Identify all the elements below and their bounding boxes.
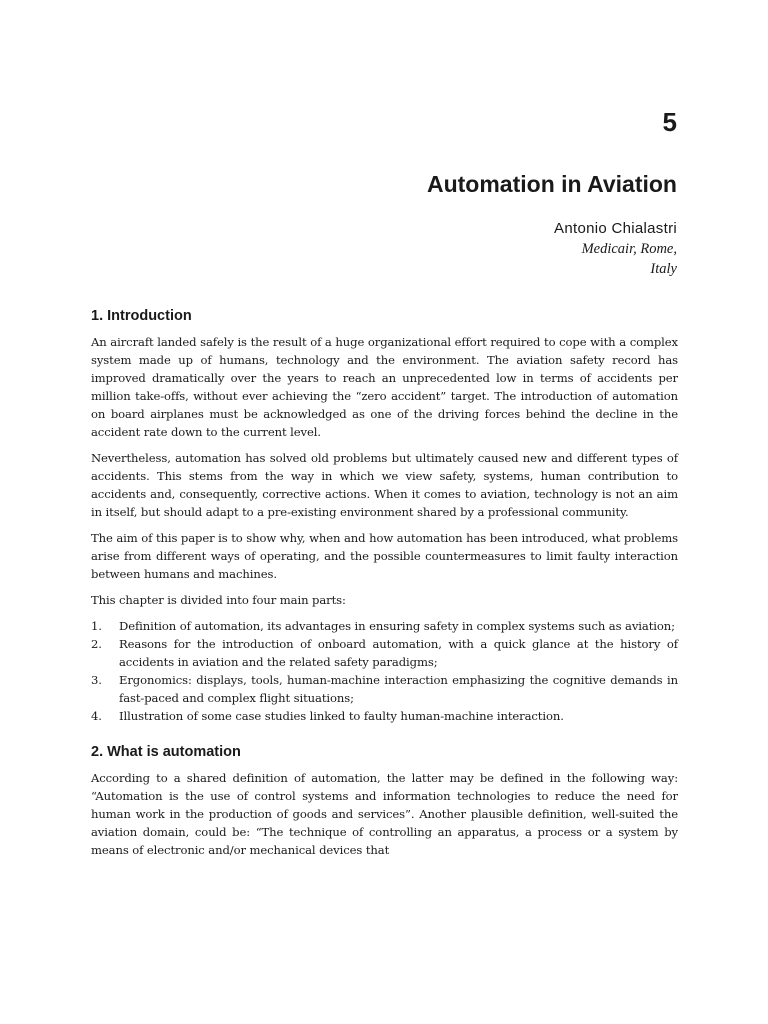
list-item-text: Ergonomics: displays, tools, human-machine interaction emphasizing the cognitive demands in fast-paced and complex flight situations; xyxy=(119,673,678,705)
paragraph: An aircraft landed safely is the result of a huge organizational effort required to cope with a complex system made up of humans, technology and the environment. The aviation safety record has improved dramatically over the years to reach an unprecedented low in terms of accidents per million take-offs, without ever achieving the “zero accident” target. The introduction of automation on board airplanes must be acknowledged as one of the driving forces behind the decline in the accident rate down to the current level. xyxy=(91,335,678,439)
list-item xyxy=(91,635,678,671)
author-name: Antonio Chialastri xyxy=(554,220,677,237)
chapter-number: 5 xyxy=(662,107,677,137)
list-item xyxy=(91,671,678,707)
section-heading-introduction: 1. Introduction xyxy=(91,308,192,324)
list-item-number: 3. xyxy=(91,673,102,687)
paragraph: This chapter is divided into four main parts: xyxy=(91,593,346,607)
chapter-parts-list xyxy=(91,617,678,725)
list-item xyxy=(91,707,678,725)
list-item-number: 4. xyxy=(91,709,102,723)
paragraph: According to a shared definition of automation, the latter may be defined in the following way: “Automation is the use of control systems and information technologies to reduce the need for human work in the production of goods and services”. Another plausible definition, well-suited the aviation domain, could be: “The technique of controlling an apparatus, a process or a system by means of electronic and/or mechanical devices that xyxy=(91,771,678,857)
list-item xyxy=(91,617,678,635)
paragraph: Nevertheless, automation has solved old problems but ultimately caused new and different types of accidents. This stems from the way in which we view safety, systems, human contribution to accidents and, consequently, corrective actions. When it comes to aviation, technology is not an aim in itself, but should adapt to a pre-existing environment shared by a professional community. xyxy=(91,451,678,519)
chapter-title: Automation in Aviation xyxy=(426,171,677,197)
author-block xyxy=(554,219,677,279)
section-heading-what-is-automation: 2. What is automation xyxy=(91,744,241,760)
list-item-text: Definition of automation, its advantages in ensuring safety in complex systems such as aviation; xyxy=(119,619,675,633)
list-item-number: 1. xyxy=(91,619,102,633)
author-affiliation-line-1: Medicair, Rome, xyxy=(581,241,677,257)
list-item-number: 2. xyxy=(91,637,102,651)
list-item-text: Reasons for the introduction of onboard automation, with a quick glance at the history of accidents in aviation and the related safety paradigms; xyxy=(119,637,678,669)
paragraph: The aim of this paper is to show why, when and how automation has been introduced, what problems arise from different ways of operating, and the possible countermeasures to limit faulty interaction between humans and machines. xyxy=(91,531,678,581)
body-content xyxy=(91,305,678,867)
author-affiliation-line-2: Italy xyxy=(650,261,677,277)
list-item-text: Illustration of some case studies linked to faulty human-machine interaction. xyxy=(119,709,564,723)
